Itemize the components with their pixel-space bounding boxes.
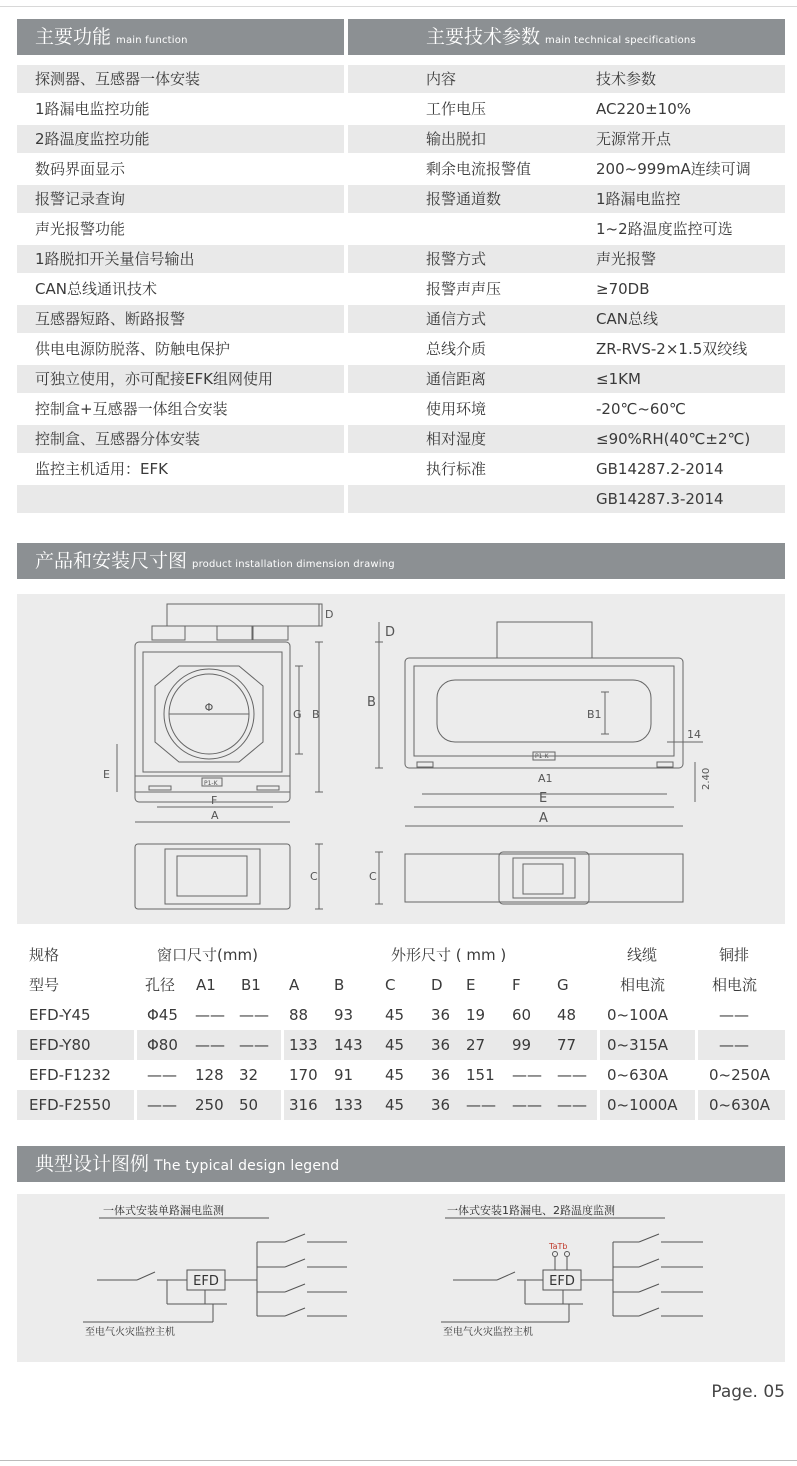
dimension-drawing [17, 594, 785, 924]
list-item: 数码界面显示 [35, 160, 126, 178]
legend-right-host: 至电气火灾监控主机 [443, 1327, 533, 1338]
label-A1: A1 [538, 772, 553, 785]
legend-left-diagram [83, 1218, 347, 1322]
specs-table [348, 65, 785, 517]
legend-panel [17, 1194, 785, 1362]
column-divider [695, 940, 698, 1120]
label-E: E [103, 768, 110, 781]
table-header-row: 规格 窗口尺寸(mm) 外形尺寸 ( mm ) 线缆 铜排 [29, 946, 750, 964]
label-F: F [211, 794, 218, 807]
list-item: 互感器短路、断路报警 [17, 305, 344, 333]
label-14: 14 [687, 728, 701, 741]
table-row: 执行标准 GB14287.2-2014 [426, 460, 724, 478]
label-G: G [293, 708, 302, 721]
table-row: 报警通道数 1路漏电监控 [348, 185, 785, 213]
legend-right-diagram [441, 1218, 703, 1322]
list-item: 声光报警功能 [35, 220, 126, 238]
list-item: 供电电源防脱落、防触电保护 [35, 340, 231, 358]
table-header-row: 型号 孔径 A1 B1 A B C D E F G 相电流 相电流 [29, 976, 758, 994]
dimension-title-en: product installation dimension drawing [192, 559, 395, 570]
round-ct-front-view [117, 604, 323, 909]
list-item: 报警记录查询 [17, 185, 344, 213]
legend-title: 典型设计图例 [35, 1153, 150, 1175]
label-D-left: D [325, 608, 334, 621]
table-row: 使用环境 -20℃~60℃ [426, 400, 686, 418]
label-240: 2.40 [701, 767, 712, 790]
label-D-right: D [385, 625, 396, 640]
label-A-right: A [539, 811, 548, 826]
table-row: 剩余电流报警值 200~999mA连续可调 [426, 160, 751, 178]
table-row: 通信距离 ≤1KM [348, 365, 785, 393]
specs-title-en: main technical specifications [545, 35, 696, 46]
list-item [17, 485, 344, 513]
table-row: 输出脱扣 无源常开点 [348, 125, 785, 153]
list-item: 控制盒+互感器一体组合安装 [35, 400, 228, 418]
table-row: 报警声声压 ≥70DB [426, 280, 650, 298]
column-divider [134, 940, 137, 1120]
list-item: 1路脱扣开关量信号输出 [17, 245, 344, 273]
main-function-title-en: main function [116, 35, 188, 46]
legend-right-title: 一体式安装1路漏电、2路温度监测 [447, 1204, 615, 1217]
table-row: 1~2路温度监控可选 [596, 220, 733, 238]
legend-right-efd: EFD [549, 1274, 575, 1289]
list-item: CAN总线通讯技术 [35, 280, 157, 298]
table-row: 内容 技术参数 [348, 65, 785, 93]
table-row: 通信方式 CAN总线 [348, 305, 785, 333]
dimension-title: 产品和安装尺寸图 [35, 550, 188, 572]
dimension-header [17, 543, 785, 579]
dimension-drawing-panel [17, 594, 785, 924]
list-item: 2路温度监控功能 [17, 125, 344, 153]
list-item: 可独立使用，亦可配接EFK组网使用 [17, 365, 344, 393]
specs-header [348, 19, 785, 55]
label-B1: B1 [587, 708, 602, 721]
label-B-left: B [312, 708, 320, 721]
list-item: 控制盒、互感器分体安装 [17, 425, 344, 453]
legend-title-en: The typical design legend [154, 1158, 340, 1174]
table-row: 报警方式 声光报警 [348, 245, 785, 273]
table-row: GB14287.3-2014 [348, 485, 785, 513]
legend-tatb: TaTb [549, 1242, 568, 1251]
table-row: EFD-F1232 —— 128 32 170 91 45 36 151 —— —— 0~630A 0~250A [29, 1066, 771, 1084]
bottom-rule [0, 1460, 797, 1461]
label-phi: Φ [204, 701, 214, 714]
label-B-right: B [367, 695, 376, 710]
legend-header [17, 1146, 785, 1182]
main-function-header [17, 19, 344, 55]
table-row: 工作电压 AC220±10% [426, 100, 692, 118]
label-A-left: A [211, 809, 219, 822]
list-item: 1路漏电监控功能 [35, 100, 150, 118]
specs-title: 主要技术参数 [426, 26, 541, 48]
list-item: 探测器、互感器一体安装 [17, 65, 344, 93]
rect-ct-front-view [375, 622, 703, 904]
label-C-right: C [369, 870, 377, 883]
legend-left-efd: EFD [193, 1274, 219, 1289]
table-row: EFD-Y80 Φ80 —— —— 133 143 45 36 27 99 77 0~315A —— [17, 1030, 785, 1060]
label-pk-right: P1-K [535, 753, 549, 760]
table-row: EFD-Y45 Φ45 —— —— 88 93 45 36 19 60 48 0~100A —— [29, 1006, 749, 1024]
page-number: Page. 05 [711, 1382, 785, 1402]
table-row: EFD-F2550 —— 250 50 316 133 45 36 —— —— —— 0~1000A 0~630A [17, 1090, 785, 1120]
label-C-left: C [310, 870, 318, 883]
legend-left-host: 至电气火灾监控主机 [85, 1327, 175, 1338]
label-E-right: E [539, 791, 548, 806]
top-rule [0, 6, 797, 7]
list-item: 监控主机适用：EFK [35, 460, 168, 478]
column-divider [281, 940, 284, 1120]
function-list [17, 65, 344, 517]
main-function-title: 主要功能 [35, 26, 112, 48]
label-pk-left: P1-K [204, 780, 218, 787]
legend-left-title: 一体式安装单路漏电监测 [103, 1204, 224, 1217]
table-row: 相对湿度 ≤90%RH(40℃±2℃) [348, 425, 785, 453]
column-divider [597, 940, 600, 1120]
legend-diagrams [17, 1194, 785, 1362]
table-row: 总线介质 ZR-RVS-2×1.5双绞线 [426, 340, 748, 358]
